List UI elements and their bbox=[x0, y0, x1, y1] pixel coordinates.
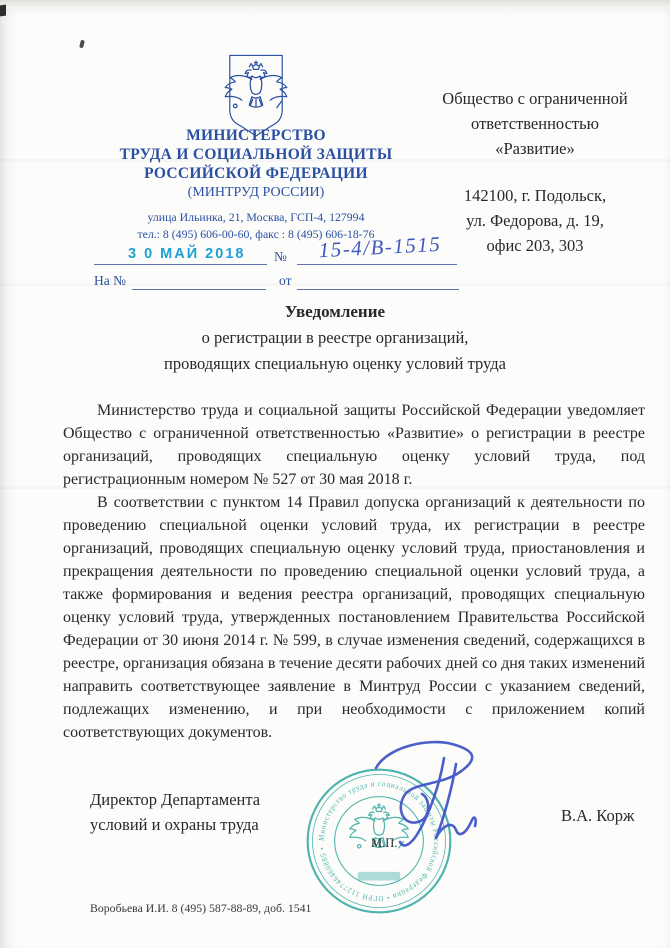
body-paragraph: В соответствии с пунктом 14 Правил допуска организаций к деятельности по проведению специальной оценки условий труда, их регистрации в реестре организаций, проводящих специальную оценку условий труда, приостановления и прекращения деятельности по проведению специальной оценки условий труда, а также формирования и ведения реестра организаций, проводящих специальную оценку условий труда, утвержденных постановлением Правительства Российской Федерации от 30 июня 2014 г. № 599, в случае изменения сведений, содержащихся в реестре, организация обязана в течение десяти рабочих дней со дня таких изменений направить соответствующее заявление в Минтруд России с указанием сведений, подлежащих изменению, и при необходимости с приложением копий соответствующих документов. bbox=[63, 494, 645, 741]
ministry-name-line: РОССИЙСКОЙ ФЕДЕРАЦИИ bbox=[144, 165, 368, 182]
reference-from-label: от bbox=[279, 273, 292, 288]
recipient-block bbox=[412, 86, 658, 258]
reference-date-underline bbox=[297, 289, 459, 290]
ministry-phone-fax: тел.: 8 (495) 606-00-60, факс : 8 (495) 606-18-76 bbox=[137, 227, 375, 241]
title-subtitle-line: проводящих специальную оценку условий труда bbox=[164, 354, 506, 373]
stamp-place-label: М.П. bbox=[371, 836, 398, 850]
ministry-address: улица Ильинка, 21, Москва, ГСП-4, 127994 bbox=[147, 210, 365, 224]
signatory-position: Директор Департамента условий и охраны труда bbox=[90, 790, 261, 834]
recipient-address-line: ул. Федорова, д. 19, bbox=[466, 211, 604, 230]
document-title bbox=[0, 299, 670, 377]
ministry-short-name: (МИНТРУД РОССИИ) bbox=[187, 185, 325, 200]
registration-date-stamp: 3 0 МАЙ 2018 bbox=[128, 246, 246, 262]
recipient-org-line: «Развитие» bbox=[495, 139, 575, 158]
ministry-name-line: МИНИСТЕРСТВО bbox=[186, 127, 326, 144]
date-underline bbox=[94, 264, 267, 265]
reference-number-label: На № bbox=[94, 273, 126, 288]
scan-edge-band bbox=[0, 0, 670, 9]
recipient-org-line: Общество с ограниченной bbox=[442, 89, 628, 108]
recipient-org-line: ответственностью bbox=[471, 114, 599, 133]
title-main: Уведомление bbox=[284, 302, 386, 321]
ministry-name bbox=[86, 126, 426, 183]
executor-contact: Воробьева И.И. 8 (495) 587-88-89, доб. 1541 bbox=[90, 901, 312, 915]
body-paragraph: Министерство труда и социальной защиты Российской Федерации уведомляет Общество с ограниченной ответственностью «Развитие» о регистрации в реестре организаций, проводящих специальную оценку условий труда, под регистрационным номером № 527 от 30 мая 2018 г. bbox=[63, 402, 645, 488]
recipient-address-line: 142100, г. Подольск, bbox=[463, 186, 607, 205]
ministry-name-line: ТРУДА И СОЦИАЛЬНОЙ ЗАЩИТЫ bbox=[119, 146, 393, 163]
number-sign-label: № bbox=[274, 249, 287, 264]
stamp-ring-text: Министерство труда и социальной защиты Российской Федерации • ОГРН 1127746460885 • bbox=[316, 779, 441, 904]
handwritten-signature bbox=[358, 736, 514, 882]
letter-body bbox=[63, 399, 645, 744]
reference-number-underline bbox=[132, 289, 266, 290]
signatory-name: В.А. Корж bbox=[561, 806, 635, 825]
scan-speck bbox=[79, 40, 85, 49]
outgoing-number-handwritten: 15-4/В-1515 bbox=[318, 231, 442, 263]
title-subtitle-line: о регистрации в реестре организаций, bbox=[201, 328, 469, 347]
recipient-address-line: офис 203, 303 bbox=[486, 236, 584, 255]
number-underline bbox=[297, 264, 457, 265]
scan-speck bbox=[0, 5, 6, 17]
